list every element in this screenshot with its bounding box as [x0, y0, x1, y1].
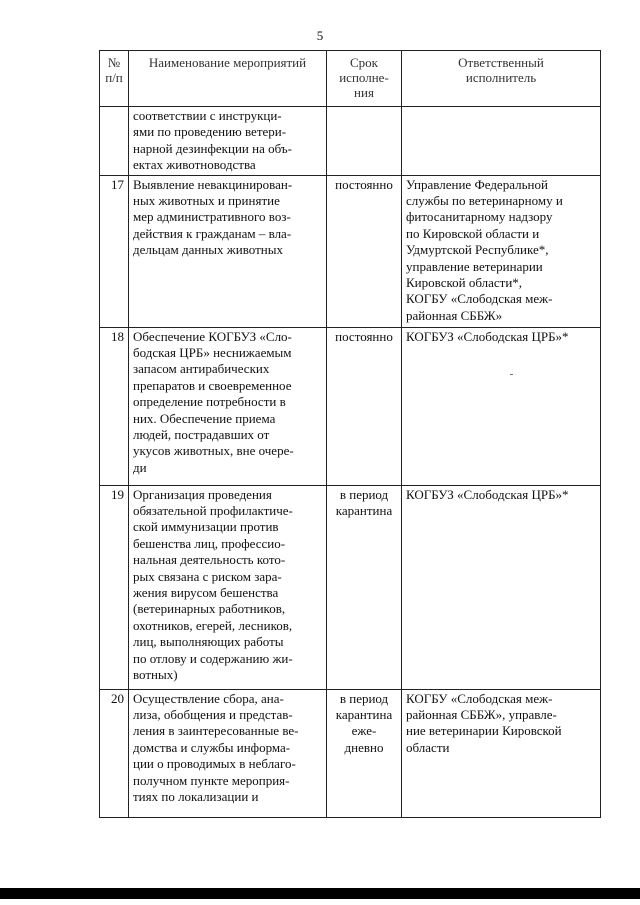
- table-row: [100, 485, 601, 689]
- measure-responsible: КОГБУЗ «Слободская ЦРБ»*: [402, 485, 601, 689]
- measure-name: Выявление невакцинирован- ных животных и принятие мер административного воз- действия к гражданам – вла- дельцам данных животных: [129, 175, 327, 327]
- measure-name: соответствии с инструкци- ями по проведению ветери- нарной дезинфекции на объ- ектах животноводства: [129, 107, 327, 176]
- measures-table: [99, 50, 601, 818]
- row-number: 17: [100, 175, 129, 327]
- table-header-row: [100, 51, 601, 107]
- measure-name: Осуществление сбора, ана- лиза, обобщения и представ- ления в заинтересованные ве- домства и службы информа- ции о проводимых в неблаго- получном пункте мероприя- тиях по локализации и: [129, 689, 327, 817]
- table-row: [100, 689, 601, 817]
- header-name: Наименование мероприятий: [129, 51, 327, 107]
- table-row: [100, 327, 601, 485]
- measure-term: в период карантина: [327, 485, 402, 689]
- table-row: [100, 175, 601, 327]
- measure-responsible: Управление Федеральной службы по ветеринарному и фитосанитарному надзору по Кировской области и Удмуртской Республике*, управление ветеринарии Кировской области*, КОГБУ «Слободская меж- районная СББЖ»: [402, 175, 601, 327]
- measure-term: постоянно: [327, 175, 402, 327]
- page-number: 5: [316, 28, 324, 43]
- measure-name: Обеспечение КОГБУЗ «Сло- бодская ЦРБ» неснижаемым запасом антирабических препаратов и своевременное определение потребности в них. Обеспечение приема людей, пострадавших от укусов животных, вне очере- ди: [129, 327, 327, 485]
- measure-responsible: [402, 107, 601, 176]
- measure-term: в период карантина еже- дневно: [327, 689, 402, 817]
- header-num: № п/п: [100, 51, 129, 107]
- row-number: [100, 107, 129, 176]
- measure-responsible: КОГБУ «Слободская меж- районная СББЖ», управле- ние ветеринарии Кировской области: [402, 689, 601, 817]
- measure-term: постоянно: [327, 327, 402, 485]
- row-number: 18: [100, 327, 129, 485]
- header-responsible: Ответственный исполнитель: [402, 51, 601, 107]
- scan-bottom-edge: [0, 888, 640, 899]
- row-number: 19: [100, 485, 129, 689]
- scan-artifact: [510, 374, 513, 375]
- table-row: [100, 107, 601, 176]
- measure-responsible: КОГБУЗ «Слободская ЦРБ»*: [402, 327, 601, 485]
- header-term: Срок исполне- ния: [327, 51, 402, 107]
- measure-name: Организация проведения обязательной профилактиче- ской иммунизации против бешенства лиц, профессио- нальная деятельность кото- рых связана с риском зара- жения вирусом бешенства (ветеринарных работников, охотников, егерей, лесников, лиц, выполняющих работы по отлову и содержанию жи- вотных): [129, 485, 327, 689]
- measure-term: [327, 107, 402, 176]
- row-number: 20: [100, 689, 129, 817]
